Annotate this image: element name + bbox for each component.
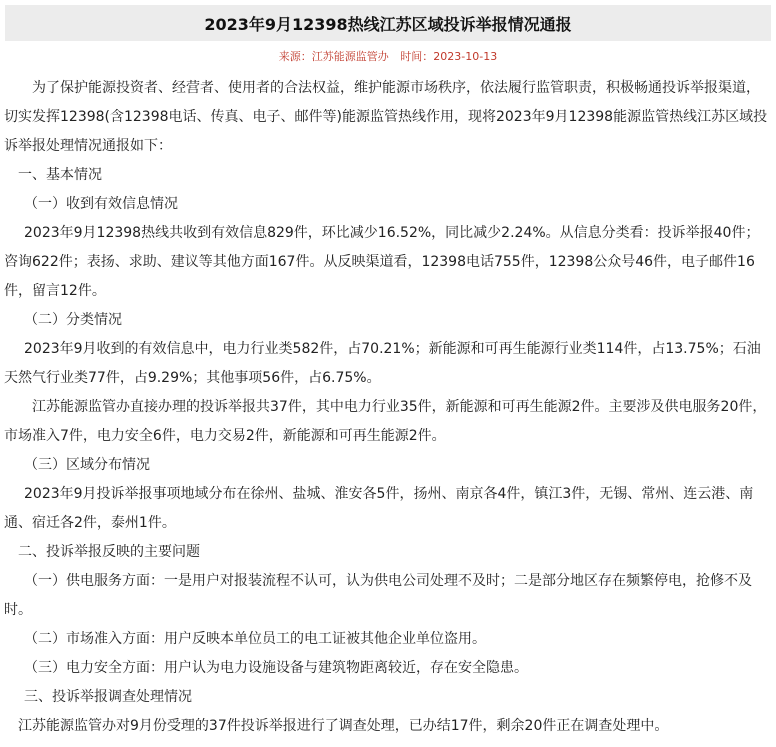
section-heading-problems: 二、投诉举报反映的主要问题: [18, 544, 200, 560]
paragraph-region: 2023年9月投诉举报事项地域分布在徐州、盐城、淮安各5件，扬州、南京各4件，镇江3件，无锡、常州、连云港、南通、宿迁各2件，泰州1件。: [4, 486, 754, 531]
title-bar: [5, 5, 771, 41]
article-title: 2023年9月12398热线江苏区域投诉举报情况通报: [204, 14, 572, 34]
intro-paragraph: 为了保护能源投资者、经营者、使用者的合法权益，维护能源市场秩序，依法履行监管职责，积极畅通投诉举报渠道，切实发挥12398(含12398电话、传真、电子、邮件等)能源监管热线作用，现将2023年9月12398能源监管热线江苏区域投诉举报处理情况通报如下：: [4, 80, 768, 154]
section-heading-basic: 一、基本情况: [18, 167, 102, 183]
article-body: [4, 74, 770, 741]
subsection-heading-region: （三）区域分布情况: [24, 457, 150, 473]
paragraph-market-access: （二）市场准入方面：用户反映本单位员工的电工证被其他企业单位盗用。: [24, 631, 486, 647]
paragraph-classification: 2023年9月收到的有效信息中，电力行业类582件，占70.21%；新能源和可再生能源行业类114件，占13.75%；石油天然气行业类77件，占9.29%；其他事项56件，占6.75%。: [4, 341, 761, 386]
section-heading-handling: 三、投诉举报调查处理情况: [24, 689, 192, 705]
paragraph-handling: 江苏能源监管办对9月份受理的37件投诉举报进行了调查处理，已办结17件，剩余20件正在调查处理中。: [18, 718, 669, 734]
paragraph-received-info: 2023年9月12398热线共收到有效信息829件，环比减少16.52%，同比减少2.24%。从信息分类看：投诉举报40件；咨询622件；表扬、求助、建议等其他方面167件。从反映渠道看，12398电话755件，12398公众号46件，电子邮件16件，留言12件。: [4, 225, 760, 299]
subsection-heading-classification: （二）分类情况: [24, 312, 122, 328]
paragraph-direct-handling: 江苏能源监管办直接办理的投诉举报共37件，其中电力行业35件，新能源和可再生能源2件。主要涉及供电服务20件，市场准入7件，电力安全6件，电力交易2件，新能源和可再生能源2件。: [4, 399, 767, 444]
paragraph-power-safety: （三）电力安全方面：用户认为电力设施设备与建筑物距离较近，存在安全隐患。: [24, 660, 528, 676]
source-label: 来源：江苏能源监管办: [278, 50, 389, 63]
subsection-heading-received: （一）收到有效信息情况: [24, 196, 178, 212]
time-label: 时间：2023-10-13: [400, 50, 498, 63]
article-meta: [0, 48, 776, 64]
paragraph-power-supply: （一）供电服务方面：一是用户对报装流程不认可，认为供电公司处理不及时；二是部分地区存在频繁停电，抢修不及时。: [4, 573, 752, 618]
